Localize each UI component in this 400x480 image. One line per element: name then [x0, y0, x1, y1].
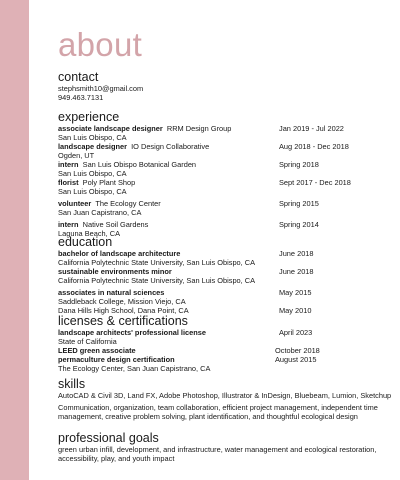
license-dates: October 2018 — [275, 346, 320, 355]
experience-location: San Luis Obispo, CA — [58, 187, 127, 196]
license-issuer: State of California — [58, 337, 117, 346]
license-dates: August 2015 — [275, 355, 317, 364]
experience-role: intern — [58, 220, 79, 229]
experience-org: RRM Design Group — [166, 124, 232, 133]
experience-org: Poly Plant Shop — [82, 178, 136, 187]
experience-role: intern — [58, 160, 79, 169]
education-item — [58, 249, 396, 267]
goals-text: green urban infill, development, and infrastructure, water management and ecological restoration, accessibility, play, and youth impact — [58, 445, 377, 463]
experience-heading: experience — [58, 110, 120, 124]
education-school: California Polytechnic State University, San Luis Obispo, CA — [58, 276, 256, 285]
experience-section — [58, 110, 396, 238]
experience-location: Laguna Beach, CA — [58, 229, 121, 238]
education-degree: sustainable environments minor — [58, 267, 172, 276]
experience-org: IO Design Collaborative — [131, 142, 210, 151]
education-heading: education — [58, 235, 113, 249]
experience-dates: Spring 2014 — [279, 220, 319, 229]
education-dates: June 2018 — [279, 249, 314, 258]
license-dates: April 2023 — [279, 328, 313, 337]
experience-item — [58, 142, 396, 160]
decorative-side-band — [0, 0, 29, 480]
license-name: permaculture design certification — [58, 355, 175, 364]
experience-dates: Jan 2019 - Jul 2022 — [279, 124, 344, 133]
education-school: Saddleback College, Mission Viejo, CA — [58, 297, 186, 306]
experience-org: Native Soil Gardens — [82, 220, 149, 229]
education-item — [58, 267, 396, 285]
experience-item — [58, 199, 396, 217]
experience-location: San Luis Obispo, CA — [58, 169, 127, 178]
education-dates: June 2018 — [279, 267, 314, 276]
education-section — [58, 235, 396, 315]
license-item — [58, 328, 396, 346]
license-name: LEED green associate — [58, 346, 136, 355]
experience-item — [58, 160, 396, 178]
contact-phone[interactable]: 949.463.7131 — [58, 93, 104, 102]
experience-item — [58, 124, 396, 142]
page-title: about — [58, 26, 143, 63]
contact-email[interactable]: stephsmith10@gmail.com — [58, 84, 144, 93]
goals-section — [58, 431, 396, 463]
goals-heading: professional goals — [58, 431, 159, 445]
license-item — [58, 346, 396, 355]
licenses-heading: licenses & certifications — [58, 314, 188, 328]
experience-org: San Luis Obispo Botanical Garden — [82, 160, 197, 169]
education-dates: May 2015 — [279, 288, 312, 297]
experience-org: The Ecology Center — [95, 199, 161, 208]
experience-location: Ogden, UT — [58, 151, 95, 160]
education-dates: May 2010 — [279, 306, 312, 315]
experience-dates: Spring 2018 — [279, 160, 319, 169]
education-item — [58, 288, 396, 306]
experience-role: volunteer — [58, 199, 92, 208]
contact-section — [58, 70, 396, 102]
experience-role: florist — [58, 178, 79, 187]
skills-soft: Communication, organization, team collaboration, efficient project management, independent time management, creative problem solving, plant identification, and thoughtful ecological design — [58, 403, 378, 421]
experience-role: associate landscape designer — [58, 124, 163, 133]
education-degree: bachelor of landscape architecture — [58, 249, 181, 258]
experience-location: San Luis Obispo, CA — [58, 133, 127, 142]
licenses-section — [58, 314, 396, 373]
skills-heading: skills — [58, 377, 86, 391]
license-issuer: The Ecology Center, San Juan Capistrano, CA — [58, 364, 211, 373]
skills-section — [58, 377, 396, 421]
experience-dates: Aug 2018 - Dec 2018 — [279, 142, 349, 151]
contact-heading: contact — [58, 70, 99, 84]
license-item — [58, 355, 396, 373]
experience-dates: Sept 2017 - Dec 2018 — [279, 178, 351, 187]
experience-dates: Spring 2015 — [279, 199, 319, 208]
education-school: Dana Hills High School, Dana Point, CA — [58, 306, 189, 315]
license-name: landscape architects' professional license — [58, 328, 206, 337]
education-degree: associates in natural sciences — [58, 288, 165, 297]
experience-role: landscape designer — [58, 142, 128, 151]
education-school: California Polytechnic State University, San Luis Obispo, CA — [58, 258, 256, 267]
experience-location: San Juan Capistrano, CA — [58, 208, 142, 217]
experience-item — [58, 178, 396, 196]
skills-software: AutoCAD & Civil 3D, Land FX, Adobe Photoshop, Illustrator & InDesign, Bluebeam, Lumion, Sketchup — [58, 391, 392, 400]
